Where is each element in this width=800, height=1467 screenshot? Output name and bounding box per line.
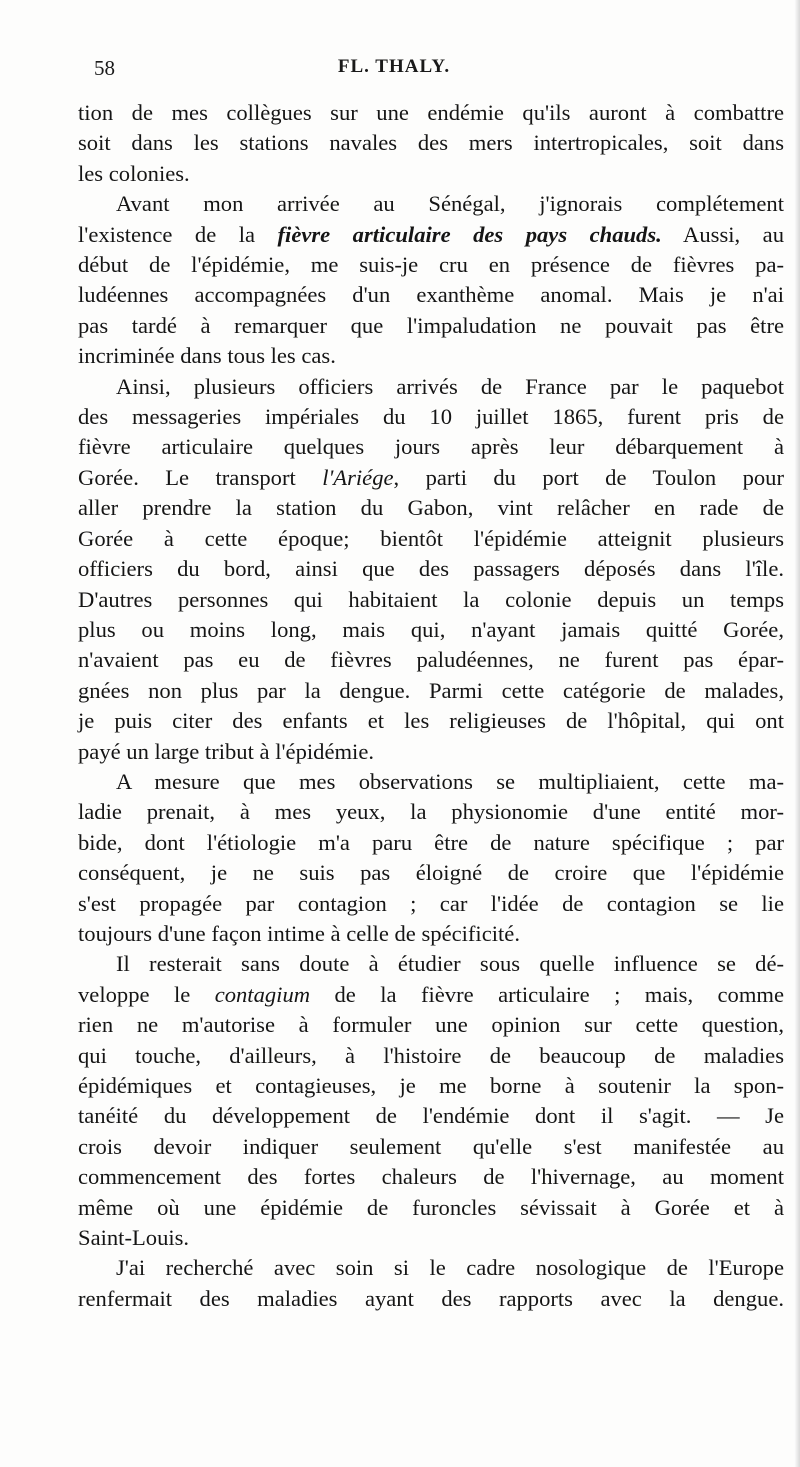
text-line: bide, dont l'étiologie m'a paru être de nature spécifique ; par	[78, 829, 784, 855]
text-line: fièvre articulaire quelques jours après leur débarquement à	[78, 434, 784, 460]
text-line: tion de mes collègues sur une endémie qu'ils auront à combattre	[78, 100, 784, 125]
text-line: gnées non plus par la dengue. Parmi cette catégorie de malades,	[78, 677, 784, 703]
text-line: crois devoir indiquer seulement qu'elle s'est manifestée au	[78, 1133, 784, 1159]
page-header	[94, 56, 784, 90]
text-line: même où une épidémie de furoncles sévissait à Gorée et à	[78, 1194, 784, 1220]
text-line: payé un large tribut à l'épidémie.	[78, 738, 375, 764]
text-line: épidémiques et contagieuses, je me borne à soutenir la spon-	[78, 1073, 784, 1098]
text-line: officiers du bord, ainsi que des passagers déposés dans l'île.	[78, 556, 784, 582]
text-line: Avant mon arrivée au Sénégal, j'ignorais complétement	[116, 191, 784, 217]
text-line: pas tardé à remarquer que l'impaludation ne pouvait pas être	[78, 312, 784, 338]
text-segment: , parti du port de Toulon pour	[393, 464, 784, 490]
text-line: aller prendre la station du Gabon, vint relâcher en rade de	[78, 495, 784, 521]
text-line: Gorée à cette époque; bientôt l'épidémie atteignit plusieurs	[78, 525, 784, 551]
text-line: plus ou moins long, mais qui, n'ayant jamais quitté Gorée,	[78, 616, 784, 642]
text-line: Saint-Louis.	[78, 1225, 190, 1251]
text-line: Ainsi, plusieurs officiers arrivés de France par le paquebot	[116, 373, 784, 399]
text-line: qui touche, d'ailleurs, à l'histoire de beaucoup de maladies	[78, 1042, 784, 1068]
text-segment: Aussi, au	[661, 221, 784, 247]
text-segment: veloppe le	[78, 981, 215, 1007]
body-text	[78, 98, 784, 1314]
page-edge-shadow	[794, 0, 800, 1467]
text-segment: de la fièvre articulaire ; mais, comme	[310, 981, 785, 1007]
text-line: Il resterait sans doute à étudier sous quelle influence se dé-	[116, 951, 784, 977]
text-line	[78, 980, 784, 1010]
text-line: A mesure que mes observations se multipliaient, cette ma-	[116, 768, 784, 794]
running-head: FL. THALY.	[337, 56, 451, 77]
emphasized-text: fièvre articulaire des pays chauds.	[277, 221, 662, 247]
text-line: J'ai recherché avec soin si le cadre nosologique de l'Europe	[116, 1255, 784, 1281]
text-line: soit dans les stations navales des mers intertropicales, soit dans	[78, 130, 784, 156]
text-line: les colonies.	[78, 160, 190, 186]
text-line	[78, 220, 784, 250]
text-line: renfermait des maladies ayant des rapports avec la dengue.	[78, 1285, 784, 1311]
text-line: n'avaient pas eu de fièvres paludéennes, ne furent pas épar-	[78, 647, 784, 673]
text-line: commencement des fortes chaleurs de l'hivernage, au moment	[78, 1164, 784, 1190]
page-number: 58	[94, 56, 115, 80]
text-segment: Gorée. Le transport	[78, 464, 323, 490]
text-line: toujours d'une façon intime à celle de spécificité.	[78, 920, 520, 946]
text-line: conséquent, je ne suis pas éloigné de croire que l'épidémie	[78, 860, 784, 886]
text-line: ladie prenait, à mes yeux, la physionomie d'une entité mor-	[78, 799, 784, 825]
text-line: s'est propagée par contagion ; car l'idée de contagion se lie	[78, 890, 784, 916]
text-line: début de l'épidémie, me suis-je cru en présence de fièvres pa-	[78, 252, 784, 278]
text-line: des messageries impériales du 10 juillet 1865, furent pris de	[78, 404, 784, 430]
text-segment: l'existence de la	[78, 221, 278, 247]
emphasized-text: contagium	[214, 981, 311, 1007]
text-line: je puis citer des enfants et les religieuses de l'hôpital, qui ont	[78, 708, 784, 734]
text-line: D'autres personnes qui habitaient la colonie depuis un temps	[78, 586, 784, 612]
emphasized-text: l'Ariége	[322, 464, 394, 490]
text-line: rien ne m'autorise à formuler une opinion sur cette question,	[78, 1012, 784, 1038]
text-line	[78, 463, 784, 493]
text-line: ludéennes accompagnées d'un exanthème anomal. Mais je n'ai	[78, 282, 784, 308]
text-line: incriminée dans tous les cas.	[78, 343, 336, 369]
text-line: tanéité du développement de l'endémie dont il s'agit. — Je	[78, 1103, 784, 1129]
